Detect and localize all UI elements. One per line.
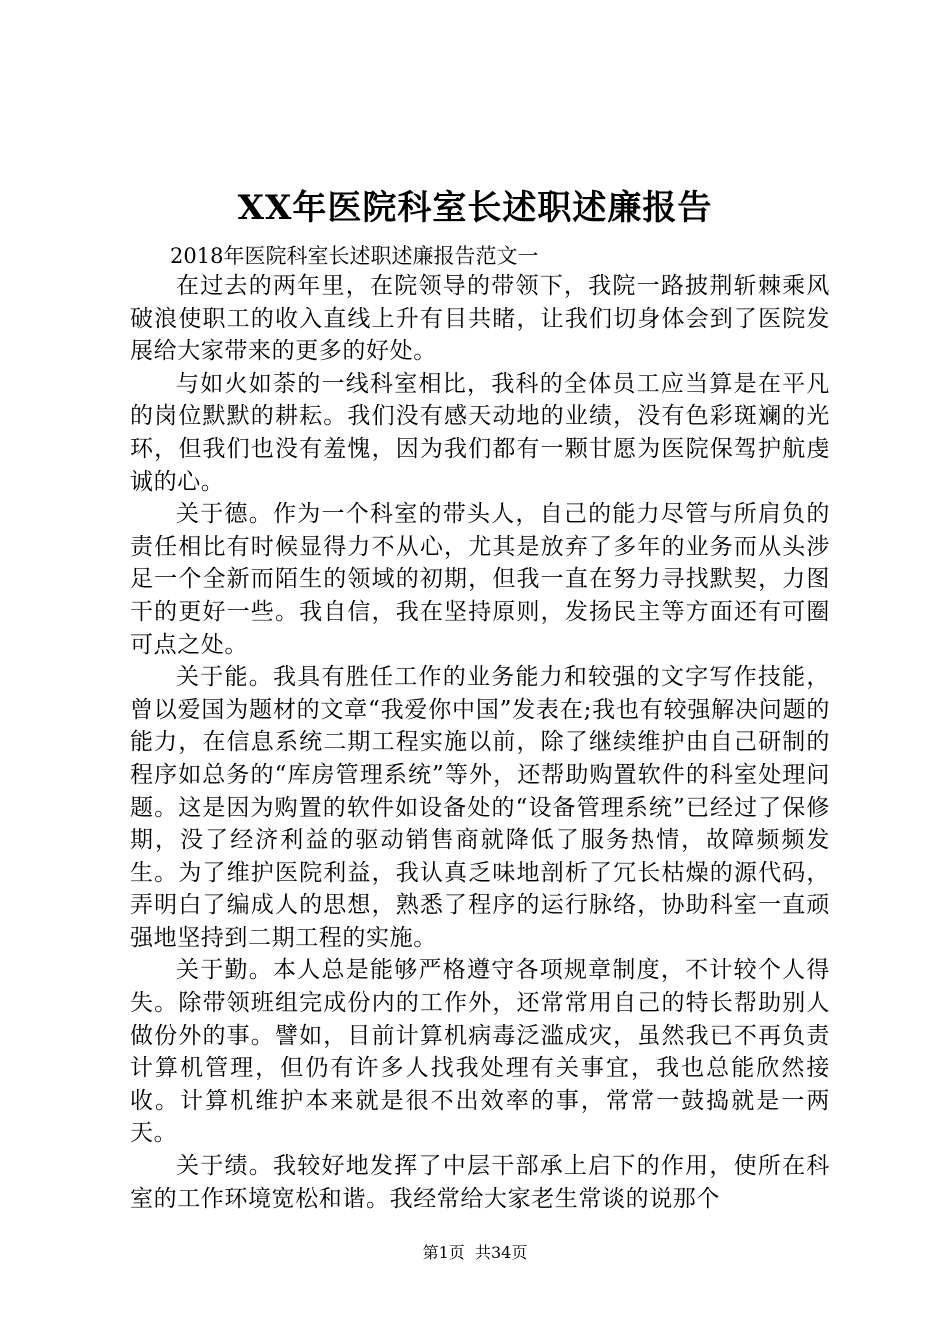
- document-subtitle: 2018年医院科室长述职述廉报告范文一: [170, 244, 539, 268]
- page-footer: [0, 1243, 950, 1263]
- paragraph: 关于能。我具有胜任工作的业务能力和较强的文字写作技能，曾以爱国为题材的文章“我爱你中国”发表在;我也有较强解决问题的能力，在信息系统二期工程实施以前，除了继续维护由自己研制的程序如总务的“库房管理系统”等外，还帮助购置软件的科室处理问题。这是因为购置的软件如设备处的“设备管理系统”已经过了保修期，没了经济利益的驱动销售商就降低了服务热情，故障频频发生。为了维护医院利益，我认真乏味地剖析了冗长枯燥的源代码，弄明白了编成人的思想，熟悉了程序的运行脉络，协助科室一直顽强地坚持到二期工程的实施。: [130, 664, 830, 951]
- document-body: [130, 270, 830, 1215]
- paragraph: 关于勤。本人总是能够严格遵守各项规章制度，不计较个人得失。除带领班组完成份内的工作外，还常常用自己的特长帮助别人做份外的事。譬如，目前计算机病毒泛滥成灾，虽然我已不再负责计算机管理，但仍有许多人找我处理有关事宜，我也总能欣然接收。计算机维护本来就是很不出效率的事，常常一鼓捣就是一两天。: [130, 957, 830, 1147]
- footer-spacer: [465, 1243, 475, 1262]
- paragraph: 与如火如荼的一线科室相比，我科的全体员工应当算是在平凡的岗位默默的耕耘。我们没有感天动地的业绩，没有色彩斑斓的光环，但我们也没有羞愧，因为我们都有一颗甘愿为医院保驾护航虔诚的心。: [130, 370, 830, 495]
- document-title: XX年医院科室长述职述廉报告: [237, 188, 713, 228]
- page-number: 第1页: [422, 1243, 465, 1262]
- paragraph: 关于绩。我较好地发挥了中层干部承上启下的作用，使所在科室的工作环境宽松和谐。我经常给大家老生常谈的说那个: [130, 1153, 830, 1212]
- paragraph: 关于德。作为一个科室的带头人，自己的能力尽管与所肩负的责任相比有时候显得力不从心，尤其是放弃了多年的业务而从头涉足一个全新而陌生的领域的初期，但我一直在努力寻找默契，力图干的更好一些。我自信，我在坚持原则，发扬民主等方面还有可圈可点之处。: [130, 501, 830, 658]
- page-total: 共34页: [474, 1243, 528, 1262]
- paragraph: 在过去的两年里，在院领导的带领下，我院一路披荆斩棘乘风破浪使职工的收入直线上升有目共睹，让我们切身体会到了医院发展给大家带来的更多的好处。: [130, 273, 830, 365]
